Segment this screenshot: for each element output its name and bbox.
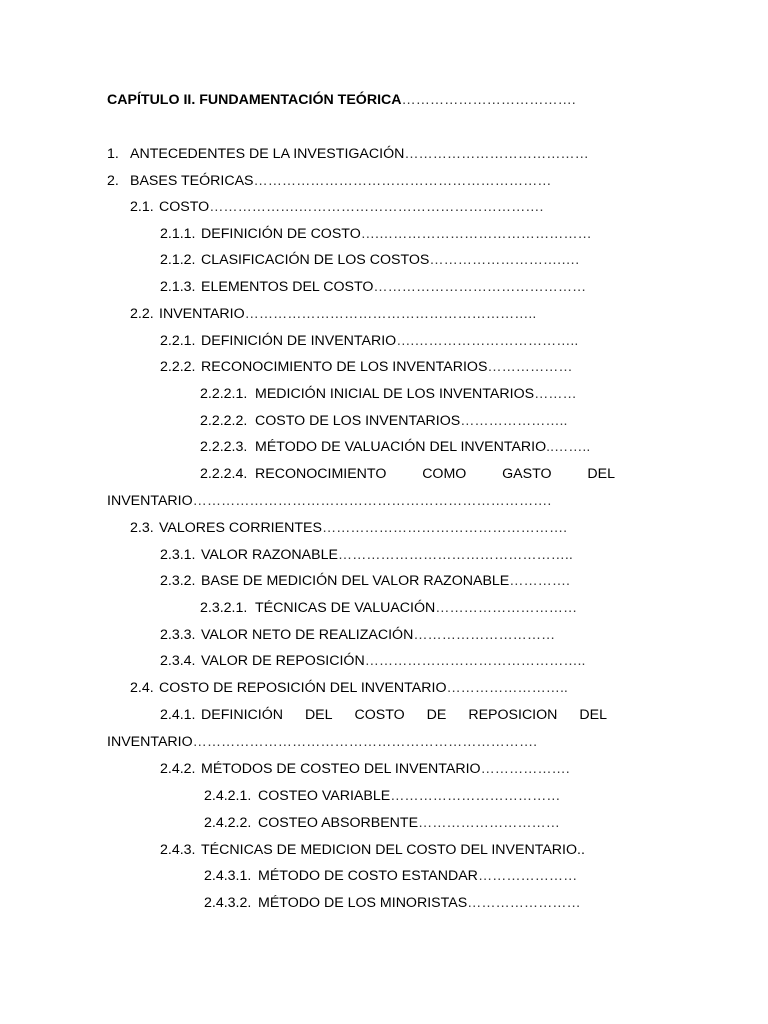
toc-entry-title: VALOR RAZONABLE bbox=[201, 547, 338, 563]
toc-entry-title: CLASIFICACIÓN DE LOS COSTOS bbox=[201, 252, 430, 268]
toc-entry bbox=[201, 278, 586, 296]
toc-entry-title: COSTO bbox=[159, 199, 210, 215]
toc-entry bbox=[258, 894, 581, 912]
toc-entry-word: DEL bbox=[579, 707, 607, 723]
toc-entry-leader: ..…….. bbox=[546, 439, 591, 455]
toc-entry-leader: …………………………………………………….. bbox=[244, 306, 537, 322]
chapter-title-text: CAPÍTULO II. FUNDAMENTACIÓN TEÓRICA bbox=[107, 92, 402, 108]
toc-entry bbox=[201, 332, 578, 350]
toc-entry bbox=[201, 546, 573, 564]
toc-entry-number: 2.2.2.3. bbox=[200, 439, 248, 455]
toc-entry-number: 2.3. bbox=[130, 520, 154, 536]
toc-entry-title: MÉTODOS DE COSTEO DEL INVENTARIO bbox=[201, 761, 481, 777]
toc-entry-word: COMO bbox=[422, 466, 467, 482]
toc-entry bbox=[201, 760, 570, 778]
toc-entry-leader: ………………………………… bbox=[404, 146, 589, 162]
toc-entry bbox=[130, 172, 551, 190]
toc-entry-title: COSTEO ABSORBENTE bbox=[258, 815, 419, 831]
toc-entry-leader: ………………………… bbox=[413, 627, 556, 643]
toc-entry bbox=[255, 412, 567, 430]
toc-entry-number: 2.1.2. bbox=[160, 252, 196, 268]
toc-entry-title: INVENTARIO bbox=[159, 306, 245, 322]
toc-entry-leader: ……………………….…. bbox=[429, 252, 580, 268]
toc-entry bbox=[201, 572, 570, 590]
toc-entry-number: 2.2.2.4. bbox=[200, 466, 248, 482]
toc-entry-title: TÉCNICAS DE MEDICION DEL COSTO DEL INVENTARIO.. bbox=[201, 842, 585, 858]
toc-entry-number: 2.4.3.1. bbox=[204, 868, 252, 884]
toc-entry-number: 2.3.3. bbox=[160, 627, 196, 643]
toc-entry-word: RECONOCIMIENTO bbox=[255, 466, 387, 482]
toc-entry bbox=[201, 626, 555, 644]
toc-entry-title: ANTECEDENTES DE LA INVESTIGACIÓN bbox=[130, 146, 405, 162]
toc-entry-number: 1. bbox=[107, 146, 119, 162]
toc-entry-title: BASE DE MEDICIÓN DEL VALOR RAZONABLE bbox=[201, 573, 510, 589]
toc-entry-leader: ………………….. bbox=[460, 413, 568, 429]
toc-entry-number: 2.4.3.2. bbox=[204, 895, 252, 911]
toc-entry-leader: …………………………………………………………………. bbox=[192, 493, 552, 509]
toc-entry-title: VALOR DE REPOSICIÓN bbox=[201, 653, 365, 669]
toc-entry bbox=[107, 733, 537, 751]
toc-entry-number: 2. bbox=[107, 173, 119, 189]
toc-entry-leader: ………………… bbox=[477, 868, 578, 884]
toc-entry-title: INVENTARIO bbox=[107, 734, 193, 750]
toc-entry-leader: …………………….. bbox=[446, 680, 568, 696]
toc-entry-title: COSTO DE LOS INVENTARIOS bbox=[255, 413, 461, 429]
toc-entry-title: TÉCNICAS DE VALUACIÓN bbox=[255, 600, 436, 616]
toc-entry bbox=[255, 385, 577, 403]
toc-entry-justified bbox=[201, 706, 607, 724]
toc-entry-word: REPOSICION bbox=[468, 707, 558, 723]
toc-entry bbox=[255, 599, 577, 617]
toc-entry bbox=[159, 198, 543, 216]
toc-entry-leader: ….…………………………….. bbox=[396, 333, 579, 349]
toc-entry-number: 2.2.2.1. bbox=[200, 386, 248, 402]
toc-entry-word: COSTO bbox=[354, 707, 405, 723]
toc-entry bbox=[258, 787, 560, 805]
toc-entry-title: RECONOCIMIENTO DE LOS INVENTARIOS bbox=[201, 359, 488, 375]
toc-entry-word: DEL bbox=[304, 707, 333, 723]
toc-entry-number: 2.4.2. bbox=[160, 761, 196, 777]
toc-entry-leader: ……………………………………………. bbox=[321, 520, 568, 536]
toc-entry bbox=[107, 492, 551, 510]
toc-entry-number: 2.1. bbox=[130, 199, 154, 215]
toc-entry-leader: ……………………………………………………… bbox=[253, 173, 552, 189]
toc-entry-number: 2.3.2. bbox=[160, 573, 196, 589]
toc-entry-number: 2.1.1. bbox=[160, 226, 196, 242]
toc-entry-title: COSTO DE REPOSICIÓN DEL INVENTARIO bbox=[159, 680, 447, 696]
toc-entry-leader: ……………… bbox=[487, 359, 573, 375]
toc-entry bbox=[159, 519, 567, 537]
toc-entry bbox=[258, 867, 577, 885]
toc-entry-leader: ……………….……………………………………………. bbox=[209, 199, 544, 215]
toc-entry-leader: ……………………………………… bbox=[373, 279, 587, 295]
toc-entry-number: 2.4. bbox=[130, 680, 154, 696]
toc-entry-number: 2.4.2.1. bbox=[204, 788, 252, 804]
toc-entry-title: DEFINICIÓN DE COSTO bbox=[201, 226, 361, 242]
toc-entry bbox=[201, 225, 592, 243]
toc-entry-number: 2.4.3. bbox=[160, 842, 196, 858]
toc-entry bbox=[159, 305, 536, 323]
toc-entry-word: DEFINICIÓN bbox=[201, 707, 283, 723]
toc-entry-leader: ………………………… bbox=[418, 815, 560, 831]
toc-entry-title: COSTEO VARIABLE bbox=[258, 788, 391, 804]
toc-entry-leader: ………………. bbox=[480, 761, 570, 777]
toc-entry-number: 2.2. bbox=[130, 306, 154, 322]
chapter-title bbox=[107, 91, 576, 109]
toc-entry-leader: ……………………………… bbox=[390, 788, 561, 804]
toc-entry-number: 2.3.4. bbox=[160, 653, 196, 669]
toc-entry bbox=[201, 652, 585, 670]
toc-entry-title: INVENTARIO bbox=[107, 493, 193, 509]
toc-entry-title: DEFINICIÓN DE INVENTARIO bbox=[201, 333, 397, 349]
toc-entry-title: MÉTODO DE COSTO ESTANDAR bbox=[258, 868, 478, 884]
toc-entry bbox=[255, 438, 590, 456]
toc-entry bbox=[201, 251, 579, 269]
toc-entry bbox=[201, 358, 573, 376]
toc-entry-leader: ……… bbox=[534, 386, 577, 402]
toc-entry-number: 2.1.3. bbox=[160, 279, 196, 295]
toc-entry-title: MÉTODO DE LOS MINORISTAS bbox=[258, 895, 468, 911]
toc-entry-number: 2.3.1. bbox=[160, 547, 196, 563]
toc-entry-leader: ………………………… bbox=[435, 600, 578, 616]
toc-entry-number: 2.4.1. bbox=[160, 707, 196, 723]
toc-entry-number: 2.2.2.2. bbox=[200, 413, 248, 429]
toc-entry-leader: ……………………………………….. bbox=[364, 653, 586, 669]
toc-entry-title: BASES TEÓRICAS bbox=[130, 173, 254, 189]
toc-entry-title: MÉTODO DE VALUACIÓN DEL INVENTARIO bbox=[255, 439, 547, 455]
toc-entry-number: 2.2.2. bbox=[160, 359, 196, 375]
toc-entry-title: MEDICIÓN INICIAL DE LOS INVENTARIOS bbox=[255, 386, 535, 402]
toc-entry bbox=[159, 679, 568, 697]
toc-entry-leader: …………………… bbox=[467, 895, 581, 911]
toc-entry bbox=[130, 145, 589, 163]
toc-entry-leader: ………………………………………………………………. bbox=[192, 734, 538, 750]
chapter-title-leader: ………………………………. bbox=[401, 92, 576, 108]
toc-entry-number: 2.3.2.1. bbox=[200, 600, 248, 616]
toc-entry-word: GASTO bbox=[502, 466, 552, 482]
toc-entry-leader: …………. bbox=[509, 573, 570, 589]
toc-entry bbox=[201, 841, 585, 859]
toc-entry-word: DEL bbox=[587, 466, 615, 482]
toc-entry-leader: ………………………………………….. bbox=[337, 547, 573, 563]
toc-entry-leader: ….……………………………………… bbox=[360, 226, 592, 242]
toc-entry-title: ELEMENTOS DEL COSTO bbox=[201, 279, 374, 295]
toc-entry-word: DE bbox=[426, 707, 447, 723]
toc-entry-title: VALORES CORRIENTES bbox=[159, 520, 322, 536]
toc-entry-number: 2.4.2.2. bbox=[204, 815, 252, 831]
toc-entry-title: VALOR NETO DE REALIZACIÓN bbox=[201, 627, 414, 643]
toc-entry bbox=[258, 814, 560, 832]
toc-entry-number: 2.2.1. bbox=[160, 333, 196, 349]
toc-entry-justified bbox=[255, 465, 615, 483]
